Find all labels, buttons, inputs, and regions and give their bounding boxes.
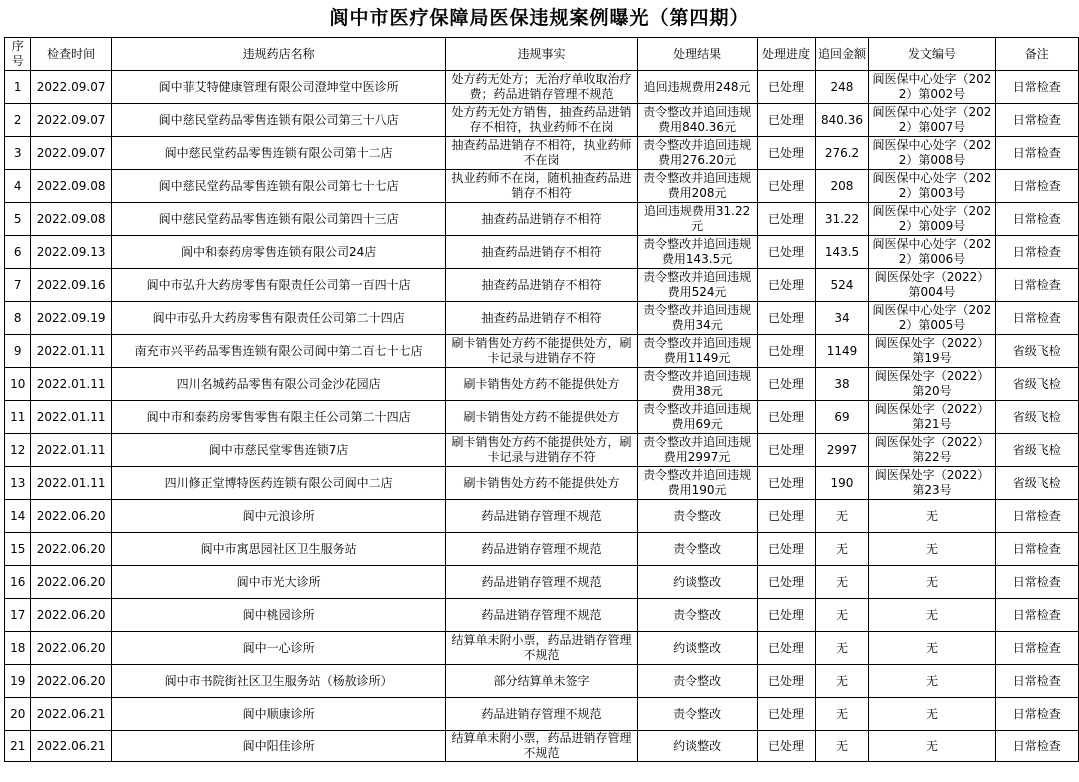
table-row: [5, 302, 1079, 335]
cell-result[interactable]: 责令整改: [637, 533, 757, 566]
cell-doc-number[interactable]: 阆医保处字（2022）第23号: [869, 467, 995, 500]
cell-progress[interactable]: 已处理: [757, 533, 815, 566]
cell-store[interactable]: 阆中慈民堂药品零售连锁有限公司第十二店: [111, 137, 446, 170]
cell-progress[interactable]: 已处理: [757, 368, 815, 401]
cell-store[interactable]: 阆中市书院街社区卫生服务站（杨敖诊所）: [111, 665, 446, 698]
cell-progress[interactable]: 已处理: [757, 269, 815, 302]
cell-index[interactable]: 8: [5, 302, 31, 335]
cell-index[interactable]: 15: [5, 533, 31, 566]
table-row: [5, 203, 1079, 236]
cell-result[interactable]: 责令整改并追回违规费用34元: [637, 302, 757, 335]
cell-progress[interactable]: 已处理: [757, 665, 815, 698]
cell-result[interactable]: 责令整改并追回违规费用1149元: [637, 335, 757, 368]
table-row: [5, 434, 1079, 467]
cell-violation[interactable]: 处方药无处方销售，抽查药品进销存不相符，执业药师不在岗: [446, 104, 637, 137]
cell-doc-number[interactable]: 无: [869, 731, 995, 762]
cell-progress[interactable]: 已处理: [757, 566, 815, 599]
header-cell-store[interactable]: 违规药店名称: [111, 38, 446, 71]
cell-index[interactable]: 7: [5, 269, 31, 302]
cell-store[interactable]: 阆中元浪诊所: [111, 500, 446, 533]
header-cell-date[interactable]: 检查时间: [31, 38, 111, 71]
cell-doc-number[interactable]: 阆医保处字（2022）第19号: [869, 335, 995, 368]
header-cell-violation[interactable]: 违规事实: [446, 38, 637, 71]
cell-result[interactable]: 责令整改并追回违规费用840.36元: [637, 104, 757, 137]
cell-remark[interactable]: 日常检查: [995, 632, 1078, 665]
cell-remark[interactable]: 日常检查: [995, 533, 1078, 566]
cell-doc-number[interactable]: 阆医保中心处字（2022）第008号: [869, 137, 995, 170]
cell-amount[interactable]: 38: [815, 368, 869, 401]
cell-violation[interactable]: 刷卡销售处方药不能提供处方: [446, 368, 637, 401]
cell-date[interactable]: 2022.09.19: [31, 302, 111, 335]
cell-progress[interactable]: 已处理: [757, 236, 815, 269]
cell-progress[interactable]: 已处理: [757, 203, 815, 236]
cell-result[interactable]: 责令整改并追回违规费用38元: [637, 368, 757, 401]
cell-amount[interactable]: 190: [815, 467, 869, 500]
cell-remark[interactable]: 日常检查: [995, 731, 1078, 762]
header-cell-doc-number[interactable]: 发文编号: [869, 38, 995, 71]
cell-remark[interactable]: 日常检查: [995, 665, 1078, 698]
sheet-title: 阆中市医疗保障局医保违规案例曝光（第四期）: [329, 7, 750, 29]
cell-store[interactable]: 阆中一心诊所: [111, 632, 446, 665]
cell-remark[interactable]: 日常检查: [995, 137, 1078, 170]
cell-index[interactable]: 3: [5, 137, 31, 170]
cell-violation[interactable]: 抽查药品进销存不相符: [446, 203, 637, 236]
cell-result[interactable]: 约谈整改: [637, 566, 757, 599]
cell-date[interactable]: 2022.06.20: [31, 500, 111, 533]
cell-amount[interactable]: 69: [815, 401, 869, 434]
cell-violation[interactable]: 抽查药品进销存不相符，执业药师不在岗: [446, 137, 637, 170]
cell-progress[interactable]: 已处理: [757, 434, 815, 467]
cell-violation[interactable]: 处方药无处方；无治疗单收取治疗费；药品进销存管理不规范: [446, 71, 637, 104]
cell-doc-number[interactable]: 无: [869, 533, 995, 566]
cell-violation[interactable]: 抽查药品进销存不相符: [446, 269, 637, 302]
cell-remark[interactable]: 日常检查: [995, 302, 1078, 335]
cell-date[interactable]: 2022.01.11: [31, 467, 111, 500]
cell-violation[interactable]: 药品进销存管理不规范: [446, 566, 637, 599]
cell-index[interactable]: 16: [5, 566, 31, 599]
table-row: [5, 599, 1079, 632]
cell-index[interactable]: 10: [5, 368, 31, 401]
cell-date[interactable]: 2022.09.08: [31, 170, 111, 203]
cell-result[interactable]: 责令整改: [637, 599, 757, 632]
cell-progress[interactable]: 已处理: [757, 170, 815, 203]
cell-result[interactable]: 责令整改: [637, 698, 757, 731]
cell-date[interactable]: 2022.09.08: [31, 203, 111, 236]
cell-store[interactable]: 阆中市弘升大药房零售有限责任公司第一百四十店: [111, 269, 446, 302]
cell-store[interactable]: 阆中市光大诊所: [111, 566, 446, 599]
cell-doc-number[interactable]: 阆医保中心处字（2022）第002号: [869, 71, 995, 104]
table-row: [5, 467, 1079, 500]
cell-result[interactable]: 追回违规费用31.22元: [637, 203, 757, 236]
cell-store[interactable]: 阆中桃园诊所: [111, 599, 446, 632]
cell-amount[interactable]: 无: [815, 533, 869, 566]
cell-remark[interactable]: 日常检查: [995, 236, 1078, 269]
cell-remark[interactable]: 日常检查: [995, 269, 1078, 302]
cell-violation[interactable]: 执业药师不在岗，随机抽查药品进销存不相符: [446, 170, 637, 203]
cell-result[interactable]: 责令整改并追回违规费用190元: [637, 467, 757, 500]
cell-amount[interactable]: 无: [815, 566, 869, 599]
cell-date[interactable]: 2022.06.20: [31, 566, 111, 599]
cell-violation[interactable]: 刷卡销售处方药不能提供处方: [446, 467, 637, 500]
cell-doc-number[interactable]: 无: [869, 665, 995, 698]
cell-date[interactable]: 2022.06.20: [31, 632, 111, 665]
cell-remark[interactable]: 日常检查: [995, 170, 1078, 203]
table-row: [5, 269, 1079, 302]
cell-amount[interactable]: 无: [815, 698, 869, 731]
table-row: [5, 137, 1079, 170]
table-row: [5, 731, 1079, 762]
cell-remark[interactable]: 省级飞检: [995, 368, 1078, 401]
cell-store[interactable]: 南充市兴平药品零售连锁有限公司阆中第二百七十七店: [111, 335, 446, 368]
cell-amount[interactable]: 无: [815, 599, 869, 632]
cell-date[interactable]: 2022.06.21: [31, 731, 111, 762]
cell-violation[interactable]: 刷卡销售处方药不能提供处方，刷卡记录与进销存不符: [446, 434, 637, 467]
cell-date[interactable]: 2022.09.07: [31, 71, 111, 104]
table-row: [5, 236, 1079, 269]
table-row: [5, 368, 1079, 401]
cell-amount[interactable]: 2997: [815, 434, 869, 467]
cell-violation[interactable]: 结算单未附小票，药品进销存管理不规范: [446, 731, 637, 762]
cell-store[interactable]: 阆中市和泰药房零售零售有限主任公司第二十四店: [111, 401, 446, 434]
cell-violation[interactable]: 抽查药品进销存不相符: [446, 302, 637, 335]
cell-progress[interactable]: 已处理: [757, 335, 815, 368]
cell-date[interactable]: 2022.01.11: [31, 335, 111, 368]
cell-date[interactable]: 2022.06.21: [31, 698, 111, 731]
cell-result[interactable]: 约谈整改: [637, 632, 757, 665]
cell-amount[interactable]: 无: [815, 632, 869, 665]
cell-progress[interactable]: 已处理: [757, 599, 815, 632]
cell-amount[interactable]: 143.5: [815, 236, 869, 269]
cell-remark[interactable]: 省级飞检: [995, 335, 1078, 368]
cell-violation[interactable]: 刷卡销售处方药不能提供处方: [446, 401, 637, 434]
header-row: [5, 38, 1079, 71]
cell-violation[interactable]: 结算单未附小票，药品进销存管理不规范: [446, 632, 637, 665]
cell-index[interactable]: 11: [5, 401, 31, 434]
cell-result[interactable]: 约谈整改: [637, 731, 757, 762]
table-row: [5, 170, 1079, 203]
cell-violation[interactable]: 部分结算单未签字: [446, 665, 637, 698]
cell-doc-number[interactable]: 无: [869, 698, 995, 731]
cell-result[interactable]: 责令整改并追回违规费用69元: [637, 401, 757, 434]
cell-date[interactable]: 2022.09.07: [31, 104, 111, 137]
cell-doc-number[interactable]: 阆医保中心处字（2022）第009号: [869, 203, 995, 236]
cell-index[interactable]: 18: [5, 632, 31, 665]
cell-index[interactable]: 17: [5, 599, 31, 632]
cell-store[interactable]: 阆中和泰药房零售连锁有限公司24店: [111, 236, 446, 269]
table-row: [5, 698, 1079, 731]
cell-progress[interactable]: 已处理: [757, 71, 815, 104]
cell-doc-number[interactable]: 无: [869, 632, 995, 665]
table-row: [5, 533, 1079, 566]
cell-violation[interactable]: 药品进销存管理不规范: [446, 500, 637, 533]
cell-result[interactable]: 责令整改: [637, 665, 757, 698]
cell-remark[interactable]: 日常检查: [995, 104, 1078, 137]
cell-amount[interactable]: 524: [815, 269, 869, 302]
cell-amount[interactable]: 31.22: [815, 203, 869, 236]
cell-violation[interactable]: 药品进销存管理不规范: [446, 599, 637, 632]
cell-result[interactable]: 责令整改并追回违规费用2997元: [637, 434, 757, 467]
cell-date[interactable]: 2022.09.07: [31, 137, 111, 170]
cell-index[interactable]: 20: [5, 698, 31, 731]
cell-remark[interactable]: 日常检查: [995, 599, 1078, 632]
cell-index[interactable]: 2: [5, 104, 31, 137]
cell-violation[interactable]: 抽查药品进销存不相符: [446, 236, 637, 269]
cell-date[interactable]: 2022.06.20: [31, 665, 111, 698]
cell-amount[interactable]: 1149: [815, 335, 869, 368]
cell-store[interactable]: 阆中市慈民堂零售连锁7店: [111, 434, 446, 467]
cell-index[interactable]: 5: [5, 203, 31, 236]
cell-index[interactable]: 14: [5, 500, 31, 533]
cell-doc-number[interactable]: 阆医保处字（2022）第004号: [869, 269, 995, 302]
cell-store[interactable]: 阆中市弘升大药房零售有限责任公司第二十四店: [111, 302, 446, 335]
cell-remark[interactable]: 日常检查: [995, 698, 1078, 731]
cell-result[interactable]: 追回违规费用248元: [637, 71, 757, 104]
cell-date[interactable]: 2022.09.16: [31, 269, 111, 302]
cell-remark[interactable]: 日常检查: [995, 71, 1078, 104]
cell-progress[interactable]: 已处理: [757, 500, 815, 533]
cell-progress[interactable]: 已处理: [757, 698, 815, 731]
cell-amount[interactable]: 840.36: [815, 104, 869, 137]
cell-progress[interactable]: 已处理: [757, 731, 815, 762]
cell-index[interactable]: 1: [5, 71, 31, 104]
cell-index[interactable]: 6: [5, 236, 31, 269]
cell-store[interactable]: 阆中慈民堂药品零售连锁有限公司第四十三店: [111, 203, 446, 236]
cell-doc-number[interactable]: 阆医保中心处字（2022）第007号: [869, 104, 995, 137]
cell-remark[interactable]: 省级飞检: [995, 467, 1078, 500]
header-cell-amount[interactable]: 追回金额: [815, 38, 869, 71]
cell-index[interactable]: 13: [5, 467, 31, 500]
table-row: [5, 665, 1079, 698]
cell-remark[interactable]: 省级飞检: [995, 434, 1078, 467]
cell-violation[interactable]: 药品进销存管理不规范: [446, 533, 637, 566]
cell-index[interactable]: 19: [5, 665, 31, 698]
cell-result[interactable]: 责令整改: [637, 500, 757, 533]
cell-date[interactable]: 2022.06.20: [31, 599, 111, 632]
table-body: [5, 71, 1079, 762]
cell-index[interactable]: 4: [5, 170, 31, 203]
table-row: [5, 401, 1079, 434]
table-row: [5, 335, 1079, 368]
cell-amount[interactable]: 无: [815, 665, 869, 698]
cell-progress[interactable]: 已处理: [757, 401, 815, 434]
cell-store[interactable]: 阆中菲艾特健康管理有限公司澄坤堂中医诊所: [111, 71, 446, 104]
cell-doc-number[interactable]: 无: [869, 566, 995, 599]
cell-index[interactable]: 21: [5, 731, 31, 762]
cell-date[interactable]: 2022.01.11: [31, 434, 111, 467]
cell-doc-number[interactable]: 阆医保处字（2022）第21号: [869, 401, 995, 434]
cell-progress[interactable]: 已处理: [757, 632, 815, 665]
cell-doc-number[interactable]: 阆医保中心处字（2022）第003号: [869, 170, 995, 203]
cell-progress[interactable]: 已处理: [757, 104, 815, 137]
table-row: [5, 632, 1079, 665]
cell-date[interactable]: 2022.09.13: [31, 236, 111, 269]
cell-doc-number[interactable]: 阆医保处字（2022）第22号: [869, 434, 995, 467]
cell-index[interactable]: 9: [5, 335, 31, 368]
cell-doc-number[interactable]: 阆医保处字（2022）第20号: [869, 368, 995, 401]
cell-store[interactable]: 四川名城药品零售有限公司金沙花园店: [111, 368, 446, 401]
cell-progress[interactable]: 已处理: [757, 302, 815, 335]
cell-store[interactable]: 阆中市寓思园社区卫生服务站: [111, 533, 446, 566]
cell-amount[interactable]: 208: [815, 170, 869, 203]
cell-store[interactable]: 阆中慈民堂药品零售连锁有限公司第三十八店: [111, 104, 446, 137]
cell-result[interactable]: 责令整改并追回违规费用143.5元: [637, 236, 757, 269]
cell-amount[interactable]: 276.2: [815, 137, 869, 170]
cell-doc-number[interactable]: 无: [869, 500, 995, 533]
cell-amount[interactable]: 34: [815, 302, 869, 335]
cell-store[interactable]: 阆中阳佳诊所: [111, 731, 446, 762]
cell-violation[interactable]: 刷卡销售处方药不能提供处方，刷卡记录与进销存不符: [446, 335, 637, 368]
cell-store[interactable]: 四川修正堂博特医药连锁有限公司阆中二店: [111, 467, 446, 500]
cell-progress[interactable]: 已处理: [757, 467, 815, 500]
cell-date[interactable]: 2022.01.11: [31, 401, 111, 434]
cell-result[interactable]: 责令整改并追回违规费用524元: [637, 269, 757, 302]
cell-remark[interactable]: 省级飞检: [995, 401, 1078, 434]
cell-doc-number[interactable]: 阆医保中心处字（2022）第006号: [869, 236, 995, 269]
cell-violation[interactable]: 药品进销存管理不规范: [446, 698, 637, 731]
cell-result[interactable]: 责令整改并追回违规费用276.20元: [637, 137, 757, 170]
cell-result[interactable]: 责令整改并追回违规费用208元: [637, 170, 757, 203]
cell-remark[interactable]: 日常检查: [995, 203, 1078, 236]
violation-table: [4, 37, 1079, 762]
cell-amount[interactable]: 无: [815, 500, 869, 533]
cell-remark[interactable]: 日常检查: [995, 566, 1078, 599]
cell-date[interactable]: 2022.06.20: [31, 533, 111, 566]
cell-amount[interactable]: 无: [815, 731, 869, 762]
cell-date[interactable]: 2022.01.11: [31, 368, 111, 401]
cell-amount[interactable]: 248: [815, 71, 869, 104]
header-cell-result[interactable]: 处理结果: [637, 38, 757, 71]
table-row: [5, 566, 1079, 599]
cell-store[interactable]: 阆中慈民堂药品零售连锁有限公司第七十七店: [111, 170, 446, 203]
header-cell-index[interactable]: 序号: [5, 38, 31, 71]
cell-doc-number[interactable]: 无: [869, 599, 995, 632]
table-row: [5, 500, 1079, 533]
cell-index[interactable]: 12: [5, 434, 31, 467]
header-cell-remark[interactable]: 备注: [995, 38, 1078, 71]
cell-doc-number[interactable]: 阆医保中心处字（2022）第005号: [869, 302, 995, 335]
header-cell-progress[interactable]: 处理进度: [757, 38, 815, 71]
table-row: [5, 71, 1079, 104]
cell-store[interactable]: 阆中顺康诊所: [111, 698, 446, 731]
table-row: [5, 104, 1079, 137]
cell-progress[interactable]: 已处理: [757, 137, 815, 170]
cell-remark[interactable]: 日常检查: [995, 500, 1078, 533]
